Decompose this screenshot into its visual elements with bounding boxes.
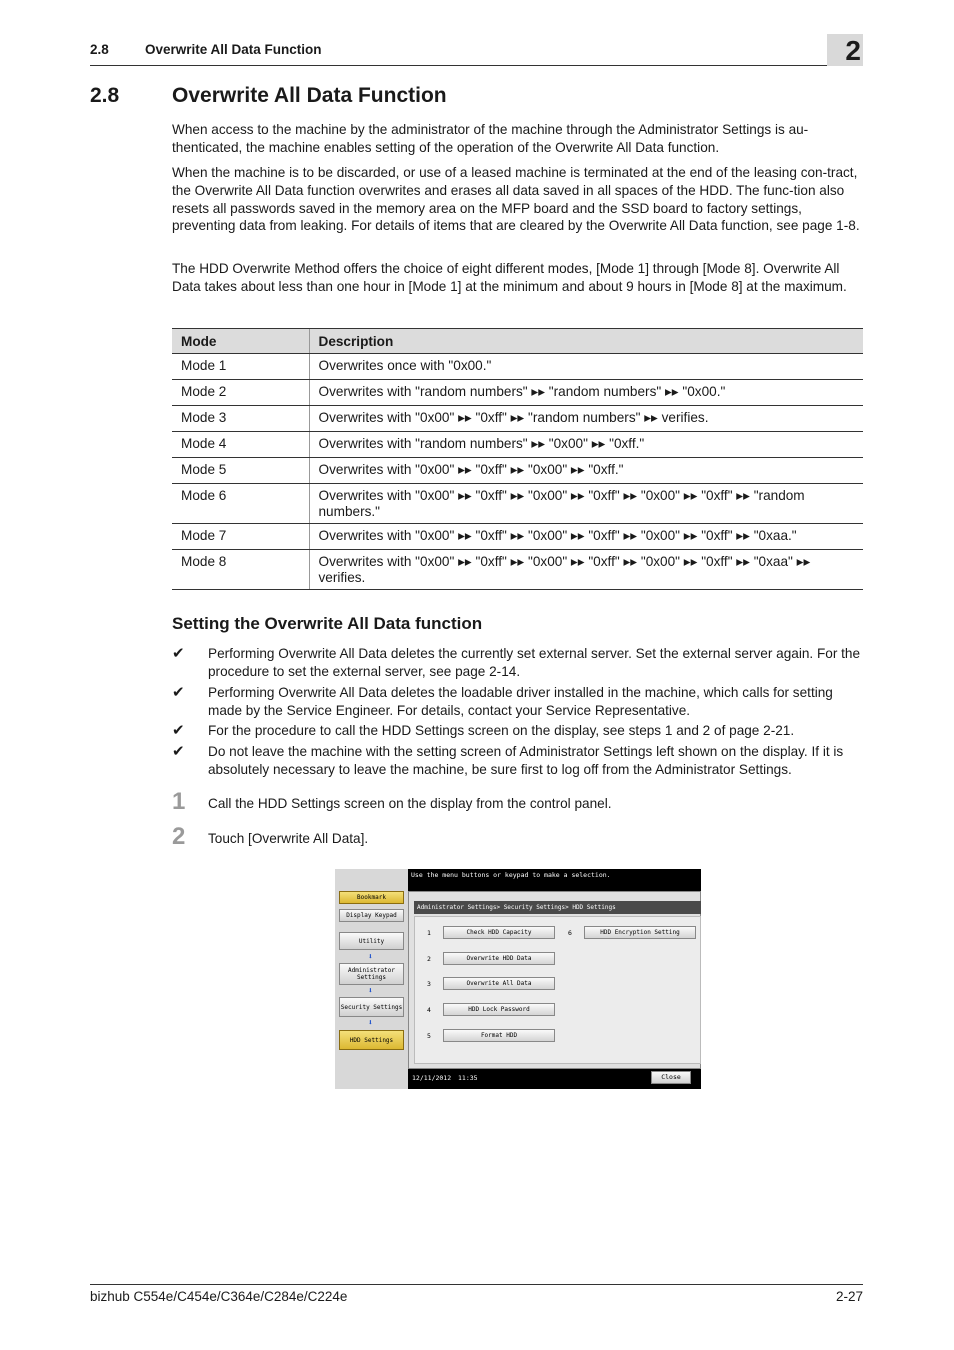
mode-cell: Mode 1	[172, 354, 309, 380]
screen-date: 12/11/2012	[412, 1074, 452, 1082]
section-title: Overwrite All Data Function	[172, 84, 447, 107]
section-number: 2.8	[90, 84, 120, 107]
check-item	[172, 645, 864, 681]
option-index: 6	[568, 929, 572, 937]
footer-page-number: 2-27	[835, 1289, 863, 1304]
administrator-settings-button[interactable]: Administrator Settings	[339, 963, 404, 985]
bookmark-button[interactable]: Bookmark	[339, 891, 404, 904]
check-item	[172, 722, 864, 740]
table-row	[172, 432, 863, 458]
screen-main-panel	[408, 891, 701, 1069]
description-cell: Overwrites once with "0x00."	[309, 354, 863, 380]
description-cell: Overwrites with "0x00" ▸▸ "0xff" ▸▸ "0x00" ▸▸ "0xff" ▸▸ "0x00" ▸▸ "0xff" ▸▸ "random numbers."	[309, 484, 863, 524]
screen-breadcrumb: Administrator Settings> Security Settings> HDD Settings	[414, 901, 701, 914]
utility-button[interactable]: Utility	[339, 932, 404, 950]
description-cell: Overwrites with "0x00" ▸▸ "0xff" ▸▸ "0x00" ▸▸ "0xff" ▸▸ "0x00" ▸▸ "0xff" ▸▸ "0xaa" ▸▸ verifies.	[309, 550, 863, 590]
header-section-title: Overwrite All Data Function	[145, 42, 322, 57]
option-index: 5	[427, 1032, 431, 1040]
mode-cell: Mode 7	[172, 524, 309, 550]
mode-cell: Mode 3	[172, 406, 309, 432]
header-section-number: 2.8	[90, 42, 109, 57]
screen-time: 11:35	[458, 1074, 478, 1082]
check-item-text: Performing Overwrite All Data deletes the loadable driver installed in the machine, which calls for setting made by the Service Engineer. For details, contact your Service Representative.	[208, 685, 833, 718]
description-cell: Overwrites with "random numbers" ▸▸ "0x00" ▸▸ "0xff."	[309, 432, 863, 458]
table-header-description: Description	[309, 329, 863, 354]
table-header-row	[172, 329, 863, 354]
step	[172, 788, 864, 815]
mode-cell: Mode 2	[172, 380, 309, 406]
check-icon: ✔	[172, 722, 185, 739]
option-index: 3	[427, 980, 431, 988]
table-row	[172, 458, 863, 484]
table-row	[172, 380, 863, 406]
table-row	[172, 484, 863, 524]
intro-paragraph-3: The HDD Overwrite Method offers the choice of eight different modes, [Mode 1] through [Mode 8]. Overwrite All Data takes about less than one hour in [Mode 1] at the minimum and about 9 hours in [Mode 8] at the maximum.	[172, 261, 847, 294]
running-header	[90, 35, 863, 66]
check-item-text: For the procedure to call the HDD Settings screen on the display, see steps 1 and 2 of page 2-21.	[208, 723, 795, 738]
hdd-lock-password-button[interactable]: HDD Lock Password	[443, 1003, 555, 1016]
table-row	[172, 354, 863, 380]
check-icon: ✔	[172, 743, 185, 760]
mode-table	[172, 328, 863, 590]
hdd-settings-menu	[414, 916, 701, 1064]
step	[172, 823, 864, 850]
step-text: Call the HDD Settings screen on the display from the control panel.	[208, 796, 612, 811]
mode-cell: Mode 6	[172, 484, 309, 524]
check-item-text: Do not leave the machine with the setting screen of Administrator Settings left shown on the display. If it is absolutely necessary to leave the machine, be sure first to log off from the Administrator Settings.	[208, 744, 844, 777]
screen-nav-panel	[335, 869, 408, 1089]
control-panel-screenshot	[335, 869, 701, 1089]
mode-cell: Mode 8	[172, 550, 309, 590]
arrow-down-icon: ⬇	[368, 1018, 373, 1027]
description-cell: Overwrites with "random numbers" ▸▸ "random numbers" ▸▸ "0x00."	[309, 380, 863, 406]
check-icon: ✔	[172, 684, 185, 701]
check-item-text: Performing Overwrite All Data deletes the currently set external server. Set the external server again. For the procedure to set the external server, see page 2-14.	[208, 646, 861, 679]
display-keypad-button[interactable]: Display Keypad	[339, 909, 404, 922]
step-number: 2	[172, 823, 186, 850]
security-settings-button[interactable]: Security Settings	[339, 997, 404, 1017]
table-row	[172, 550, 863, 590]
overwrite-all-data-button[interactable]: Overwrite All Data	[443, 977, 555, 990]
intro-paragraph-1: When access to the machine by the administrator of the machine through the Administrator Settings is au-thenticated, the machine enables setting of the operation of the Overwrite All Data function.	[172, 122, 809, 155]
hdd-settings-button[interactable]: HDD Settings	[339, 1030, 404, 1050]
description-cell: Overwrites with "0x00" ▸▸ "0xff" ▸▸ "0x00" ▸▸ "0xff."	[309, 458, 863, 484]
format-hdd-button[interactable]: Format HDD	[443, 1029, 555, 1042]
mode-cell: Mode 4	[172, 432, 309, 458]
table-header-mode: Mode	[172, 329, 309, 354]
option-index: 1	[427, 929, 431, 937]
option-index: 4	[427, 1006, 431, 1014]
step-text: Touch [Overwrite All Data].	[208, 831, 369, 846]
step-number: 1	[172, 788, 186, 815]
table-row	[172, 524, 863, 550]
footer-model: bizhub C554e/C454e/C364e/C284e/C224e	[90, 1289, 348, 1304]
check-item	[172, 743, 864, 779]
chapter-tab: 2	[827, 34, 863, 66]
check-item	[172, 684, 864, 720]
arrow-down-icon: ⬇	[368, 952, 373, 961]
hdd-encryption-setting-button[interactable]: HDD Encryption Setting	[584, 926, 696, 939]
description-cell: Overwrites with "0x00" ▸▸ "0xff" ▸▸ "random numbers" ▸▸ verifies.	[309, 406, 863, 432]
description-cell: Overwrites with "0x00" ▸▸ "0xff" ▸▸ "0x00" ▸▸ "0xff" ▸▸ "0x00" ▸▸ "0xff" ▸▸ "0xaa."	[309, 524, 863, 550]
screen-instruction: Use the menu buttons or keypad to make a selection.	[411, 871, 611, 879]
arrow-down-icon: ⬇	[368, 986, 373, 995]
table-row	[172, 406, 863, 432]
subsection-title: Setting the Overwrite All Data function	[172, 614, 483, 633]
footer-rule	[90, 1284, 863, 1285]
close-button[interactable]: Close	[651, 1071, 691, 1084]
check-hdd-capacity-button[interactable]: Check HDD Capacity	[443, 926, 555, 939]
screen-status-bar	[408, 1069, 701, 1089]
option-index: 2	[427, 955, 431, 963]
overwrite-hdd-data-button[interactable]: Overwrite HDD Data	[443, 952, 555, 965]
intro-paragraph-2: When the machine is to be discarded, or use of a leased machine is terminated at the end of the leasing con-tract, the Overwrite All Data function overwrites and erases all data saved in all spaces of the HDD. The func-tion also resets all passwords saved in the memory area on the MFP board and the SSD board to factory settings, preventing data from leaking. For details of items that are cleared by the Overwrite All Data function, see page 1-8.	[172, 165, 860, 234]
check-icon: ✔	[172, 645, 185, 662]
mode-cell: Mode 5	[172, 458, 309, 484]
